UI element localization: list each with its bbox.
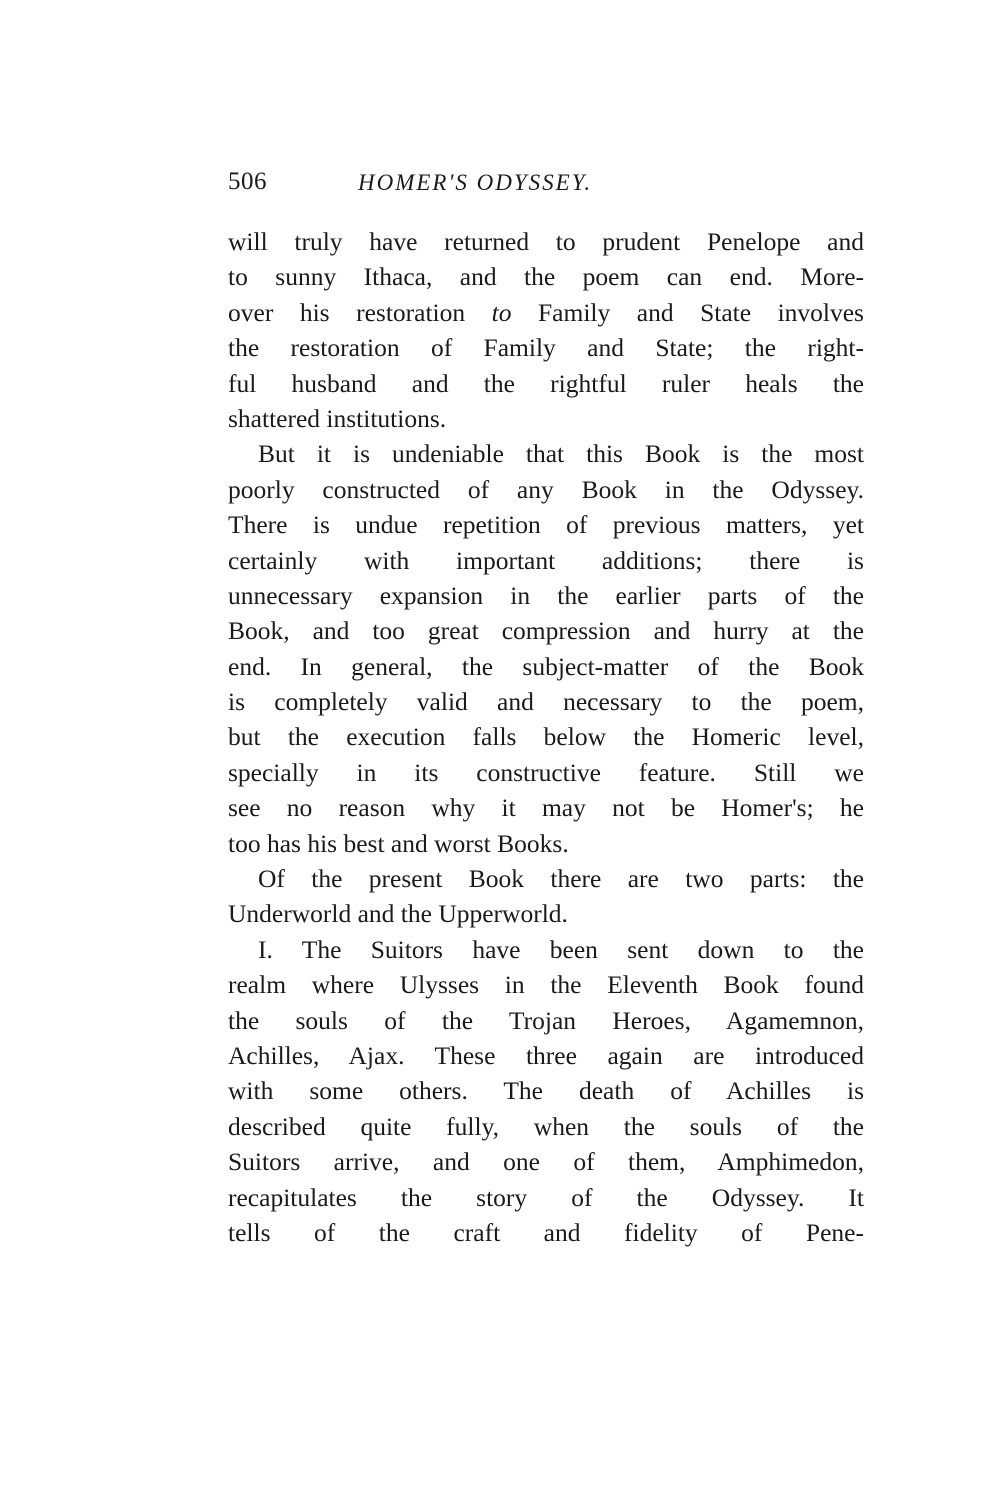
text-line: see no reason why it may not be Homer's; he bbox=[228, 793, 864, 823]
text-line: tells of the craft and fidelity of Pene- bbox=[228, 1217, 864, 1247]
paragraph bbox=[228, 861, 864, 932]
text-line: over his restoration to Family and State involves bbox=[228, 297, 864, 327]
running-title: HOMER'S ODYSSEY. bbox=[358, 170, 593, 195]
paragraph bbox=[228, 224, 864, 436]
text-line: but the execution falls below the Homeric level, bbox=[228, 722, 864, 752]
text-line: the souls of the Trojan Heroes, Agamemnon, bbox=[228, 1005, 864, 1035]
text-line: end. In general, the subject-matter of the Book bbox=[228, 651, 864, 681]
text-line: Book, and too great compression and hurry at the bbox=[228, 616, 864, 646]
text-line: There is undue repetition of previous matters, yet bbox=[228, 510, 864, 540]
text-line: Underworld and the Upperworld. bbox=[228, 899, 568, 929]
text-line: too has his best and worst Books. bbox=[228, 828, 569, 858]
text-line: described quite fully, when the souls of the bbox=[228, 1111, 864, 1141]
text-line: Suitors arrive, and one of them, Amphimedon, bbox=[228, 1147, 864, 1177]
body-text bbox=[228, 224, 864, 1250]
paragraph bbox=[228, 932, 864, 1251]
text-line: recapitulates the story of the Odyssey. It bbox=[228, 1182, 864, 1212]
text-line: to sunny Ithaca, and the poem can end. More- bbox=[228, 262, 864, 292]
page-number: 506 bbox=[228, 168, 267, 195]
paragraph bbox=[228, 436, 864, 861]
text-line: specially in its constructive feature. Still we bbox=[228, 757, 864, 787]
text-line: poorly constructed of any Book in the Odyssey. bbox=[228, 474, 864, 504]
text-line: is completely valid and necessary to the poem, bbox=[228, 687, 864, 717]
text-line: unnecessary expansion in the earlier parts of the bbox=[228, 580, 864, 610]
text-line: the restoration of Family and State; the right- bbox=[228, 333, 864, 363]
text-line: with some others. The death of Achilles is bbox=[228, 1076, 864, 1106]
text-line: Achilles, Ajax. These three again are introduced bbox=[228, 1040, 864, 1070]
text-line: will truly have returned to prudent Penelope and bbox=[228, 227, 864, 256]
italic-emphasis: to bbox=[491, 297, 512, 327]
text-line: I. The Suitors have been sent down to the bbox=[258, 934, 864, 964]
page-header bbox=[228, 168, 868, 204]
text-line: ful husband and the rightful ruler heals the bbox=[228, 368, 864, 398]
text-line: certainly with important additions; there is bbox=[228, 545, 864, 575]
text-line: Of the present Book there are two parts: the bbox=[258, 864, 864, 894]
text-line: shattered institutions. bbox=[228, 403, 447, 433]
text-line: realm where Ulysses in the Eleventh Book found bbox=[228, 970, 864, 1000]
text-line: But it is undeniable that this Book is the most bbox=[258, 439, 864, 469]
